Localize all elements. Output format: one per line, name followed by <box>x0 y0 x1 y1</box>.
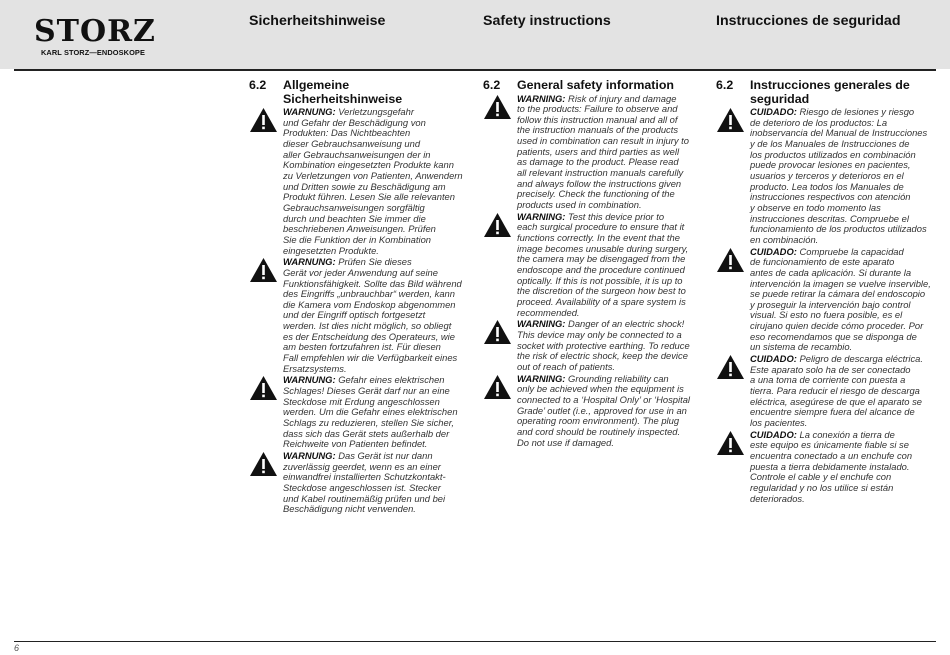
warning-triangle-icon <box>249 257 278 283</box>
section-heading <box>483 79 703 93</box>
warning-block <box>249 257 469 374</box>
section-heading <box>249 79 469 106</box>
section-number: 6.2 <box>716 78 734 92</box>
warning-label: WARNUNG: <box>283 450 336 461</box>
column-de <box>249 79 469 515</box>
warning-body: Prüfen Sie dieses Gerät vor jeder Anwendung auf seine Funktionsfähigkeit. Sollte das Bild während des Eingriffs „unbrauchbar“ werden, kann die Kamera vom Endoskop abgenommen und der Eingriff optisch fortgesetzt werden. Ist dies nicht möglich, so obliegt es der Entscheidung des Operateurs, wie am besten fortzufahren ist. Für diesen Fall empfehlen wir die Verfügbarkeit eines Ersatzsystems. <box>283 256 462 374</box>
logo-wordmark: STORZ <box>34 14 156 49</box>
warning-block <box>483 212 703 319</box>
warning-label: WARNING: <box>517 318 566 330</box>
column-header-en: Safety instructions <box>483 13 611 29</box>
warning-body: Compruebe la capacidad de funcionamiento de este aparato antes de cada aplicación. Si durante la intervención la imagen se vuelve inservible, se puede retirar la cámara del endoscopio y proseguir la intervención bajo control visual. Si esto no fuera posible, es el cirujano quien decide cómo proceder. Por eso recomendamos que se disponga de un sistema de recambio. <box>750 245 931 353</box>
warning-block <box>716 247 936 354</box>
section-title: Instrucciones generales de seguridad <box>750 78 910 106</box>
section-title: Allgemeine Sicherheitshinweise <box>283 78 403 106</box>
warning-block <box>249 451 469 515</box>
warning-body: Danger of an electric shock! This device may only be connected to a socket with protective earthing. To reduce the risk of electric shock, keep the device out of reach of patients. <box>517 318 690 372</box>
warning-triangle-icon <box>249 451 278 477</box>
warning-block <box>716 107 936 246</box>
warning-text <box>283 375 469 450</box>
column-header-de: Sicherheitshinweise <box>249 13 386 29</box>
warning-triangle-icon <box>483 374 512 400</box>
warning-block <box>483 319 703 372</box>
warning-body: Das Gerät ist nur dann zuverlässig geerdet, wenn es an einer einwandfrei installierten Schutzkontakt- Steckdose angeschlossen ist. Stecker und Kabel routinemäßig prüfen und bei Beschädigung nicht verwenden. <box>283 450 446 515</box>
warning-text <box>283 257 469 374</box>
warning-triangle-icon <box>716 107 745 133</box>
warning-body: La conexión a tierra de este equipo es únicamente fiable si se encuentra conectado a un enchufe con puesta a tierra debidamente instalado. Controle el cable y el enchufe con regularidad y no los utilice si están deteriorados. <box>750 428 913 504</box>
header-divider <box>14 69 936 71</box>
section-heading <box>716 79 936 106</box>
warning-label: CUIDADO: <box>750 428 797 440</box>
warning-triangle-icon <box>483 319 512 345</box>
warning-triangle-icon <box>483 212 512 238</box>
warning-triangle-icon <box>249 375 278 401</box>
warning-body: Verletzungsgefahr und Gefahr der Beschädigung von Produkten: Das Nichtbeachten dieser Gebrauchsanweisung und aller Gebrauchsanweisungen der in Kombination eingesetzten Produkte kann zu Verletzungen von Patienten, Anwendern und Dritten sowie zu Beschädigung am Produkt führen. Lesen Sie alle relevanten Gebrauchsanweisungen sorgfältig durch und beachten Sie immer die beschriebenen Anweisungen. Prüfen Sie die Funktion der in Kombination eingesetzten Produkte. <box>283 106 463 256</box>
section-number: 6.2 <box>249 78 267 92</box>
warning-body: Grounding reliability can only be achieved when the equipment is connected to a ‘Hospital Only’ or ‘Hospital Grade’ outlet (i.e., approved for use in an operating room environment). The plug and cord should be routinely inspected. Do not use if damaged. <box>517 372 691 448</box>
warning-text <box>750 107 936 246</box>
brand-logo <box>34 14 156 57</box>
warning-body: Riesgo de lesiones y riesgo de deterioro de los productos: La inobservancia del Manual de Instrucciones y de los Manuales de Instrucciones de los productos utilizados en combinación puede provocar lesiones en pacientes, usuarios y terceros y deterioros en el producto. Lea todos los Manuales de instrucciones respectivos con atención y observe en todo momento las instrucciones descritas. Compruebe el funcionamiento de los productos utilizados en combinación. <box>750 106 928 245</box>
warning-block <box>716 430 936 505</box>
column-es <box>716 79 936 504</box>
warning-label: WARNUNG: <box>283 374 336 386</box>
page-marker: 6 <box>14 643 20 653</box>
warning-triangle-icon <box>716 247 745 273</box>
footer-divider <box>14 641 936 642</box>
warning-text <box>517 94 703 211</box>
warning-text <box>283 451 469 515</box>
warning-text <box>517 319 703 372</box>
warning-label: CUIDADO: <box>750 106 797 117</box>
column-header-es: Instrucciones de seguridad <box>716 13 901 29</box>
warning-label: WARNUNG: <box>283 256 336 268</box>
warning-text <box>750 247 936 354</box>
warning-label: WARNUNG: <box>283 106 336 117</box>
warning-block <box>249 107 469 256</box>
warning-block <box>249 375 469 450</box>
warning-body: Risk of injury and damage to the products: Failure to observe and follow this instruction manual and all of the instruction manuals of the products used in combination can result in injury to patients, users and third parties as well as damage to the product. Please read all relevant instruction manuals carefully and always follow the instructions given precisely. Check the functioning of the products used in combination. <box>517 92 689 211</box>
warning-label: WARNING: <box>517 92 566 104</box>
section-number: 6.2 <box>483 78 501 92</box>
warning-text <box>283 107 469 256</box>
warning-triangle-icon <box>249 107 278 133</box>
warning-label: WARNING: <box>517 372 566 384</box>
warning-block <box>483 374 703 449</box>
column-en <box>483 79 703 448</box>
warning-label: CUIDADO: <box>750 245 797 257</box>
warning-triangle-icon <box>483 94 512 120</box>
section-title: General safety information <box>517 78 674 92</box>
warning-block <box>716 354 936 429</box>
warning-body: Test this device prior to each surgical procedure to ensure that it functions correctly. In the event that the image becomes unusable during surgery, the camera may be disengaged from the endoscope and the procedure continued optically. If this is not possible, it is up to the discretion of the surgeon how best to proceed. Availability of a spare system is recommended. <box>517 210 689 318</box>
warning-label: CUIDADO: <box>750 353 797 365</box>
warning-block <box>483 94 703 211</box>
warning-triangle-icon <box>716 430 745 456</box>
warning-text <box>517 374 703 449</box>
warning-text <box>750 430 936 505</box>
logo-subtitle: KARL STORZ—ENDOSKOPE <box>41 48 145 57</box>
warning-body: Gefahr eines elektrischen Schlages! Dieses Gerät darf nur an eine Steckdose mit Erdung angeschlossen werden. Um die Gefahr eines elektrischen Schlags zu reduzieren, stellen Sie sicher, dass sich das Gerät stets außerhalb der Reichweite von Patienten befindet. <box>283 374 458 450</box>
warning-body: Peligro de descarga eléctrica. Este aparato solo ha de ser conectado a una toma de corriente con puesta a tierra. Para reducir el riesgo de descarga eléctrica, asegúrese de que el aparato se encuentre siempre fuera del alcance de los pacientes. <box>750 353 923 429</box>
warning-text <box>750 354 936 429</box>
warning-text <box>517 212 703 319</box>
warning-label: WARNING: <box>517 210 566 222</box>
warning-triangle-icon <box>716 354 745 380</box>
